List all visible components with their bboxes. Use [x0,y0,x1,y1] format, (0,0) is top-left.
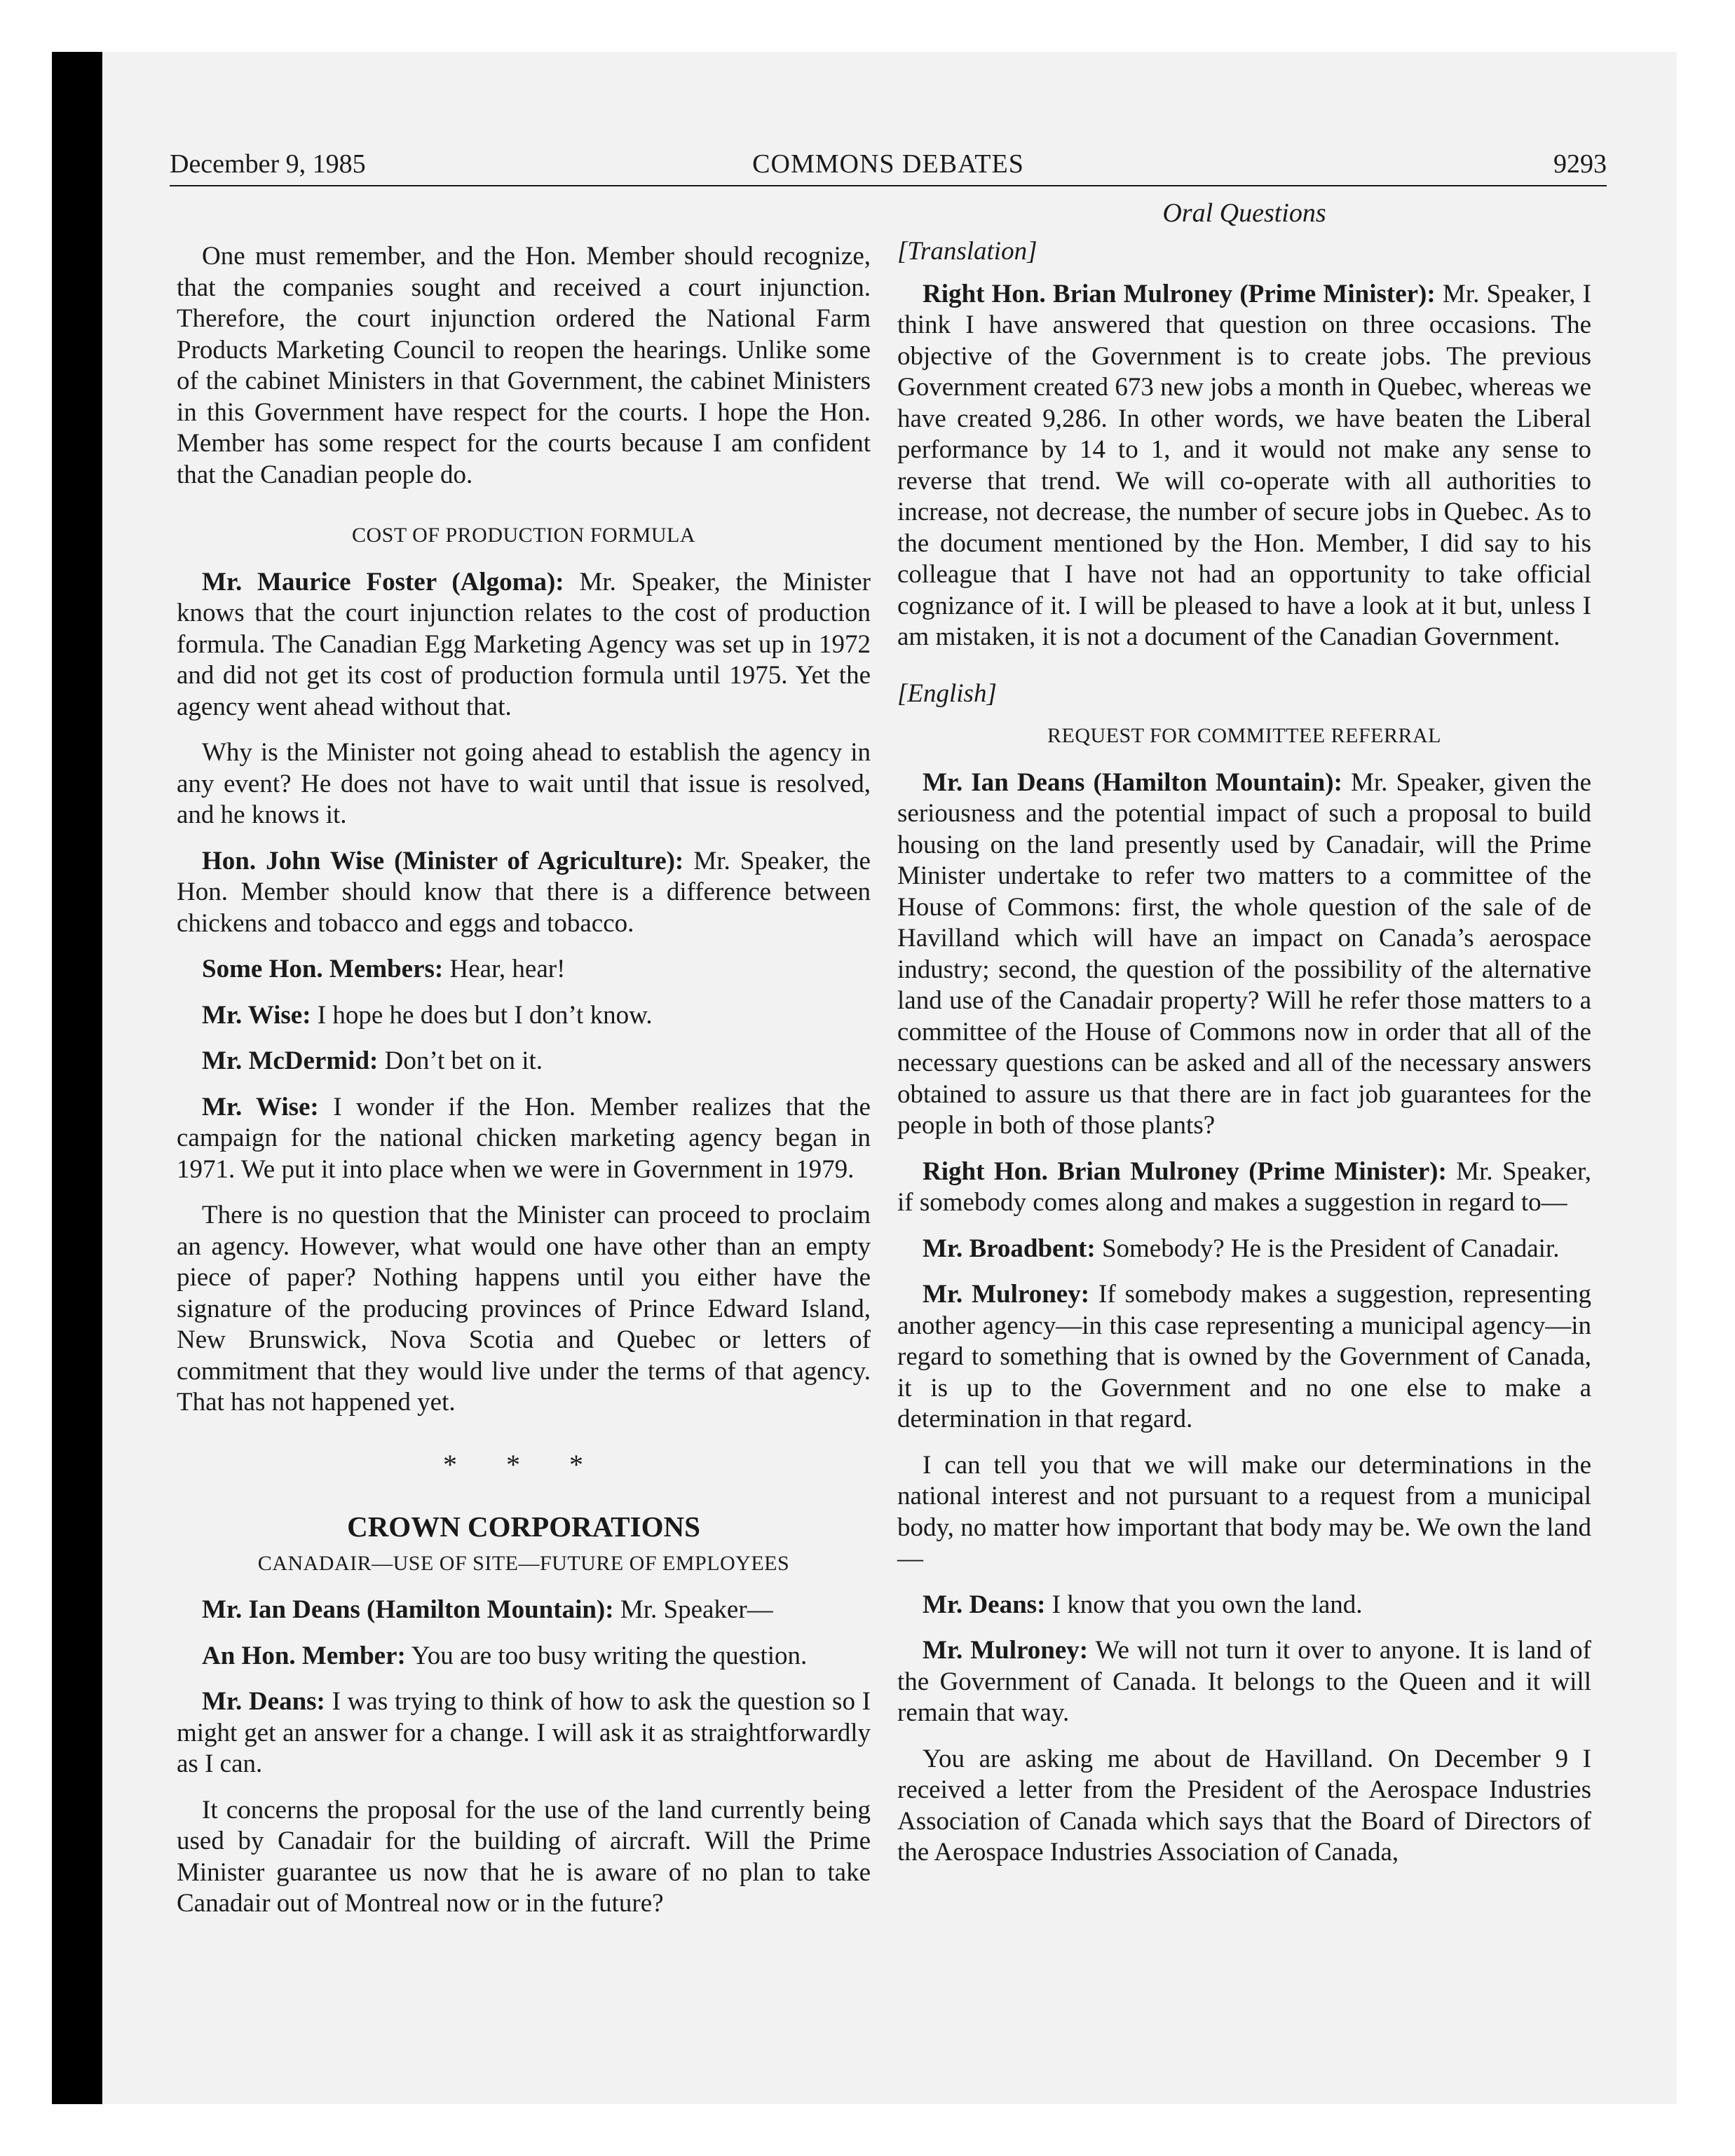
speech-wise [177,1092,871,1186]
speech-some-members [177,954,871,985]
speech-mulroney [897,279,1591,653]
speech-wise [177,846,871,940]
speaker-name: Mr. Broadbent: [923,1234,1096,1263]
speech-text: Somebody? He is the President of Canadair. [1095,1234,1560,1263]
speaker-name: Mr. Deans: [923,1590,1046,1619]
speech-text: Mr. Speaker, the Hon. Member should know that there is a difference between chickens and tobacco and eggs and tobacco. [177,846,871,938]
speaker-name: Mr. Mulroney: [923,1636,1089,1665]
speaker-name: Mr. Wise: [202,1092,319,1121]
section-label: Oral Questions [1162,198,1326,228]
speech-mulroney [897,1635,1591,1729]
speech-text: I know that you own the land. [1045,1590,1363,1619]
speaker-name: Some Hon. Members: [202,955,444,983]
speech-text: Mr. Speaker— [613,1595,773,1624]
paragraph: There is no question that the Minister can proceed to proclaim an agency. However, what would one have other than an empty piece of paper? Nothing happens until you either have the signature of the producing provinces of Prince Edward Island, New Brunswick, Nova Scotia and Quebec or letters of commitment that they would live under the terms of that agency. That has not happened yet. [177,1201,871,1417]
speaker-name: Right Hon. Brian Mulroney (Prime Minister): [923,1157,1447,1186]
language-note-translation: [Translation] [897,237,1037,266]
speech-deans [897,767,1591,1142]
heading-crown-corporations: CROWN CORPORATIONS [347,1510,700,1543]
speaker-name: Mr. Wise: [202,1000,311,1030]
speech-text: If somebody makes a suggestion, representing another agency—in this case representing a municipal agency—in regard to something that is owned by the Government of Canada, it is up to the Government and no one else to make a determination in that regard. [897,1280,1591,1433]
speaker-name: Mr. Ian Deans (Hamilton Mountain): [923,767,1342,797]
speech-hon-member [177,1641,871,1672]
speech-wise [177,1000,871,1032]
speech-mulroney [897,1157,1591,1219]
subheading-cost-of-production: COST OF PRODUCTION FORMULA [351,524,696,547]
speech-text: Mr. Speaker, if somebody comes along and makes a suggestion in regard to— [897,1157,1591,1217]
paragraph: Why is the Minister not going ahead to establish the agency in any event? He does not have to wait until that issue is resolved, and he knows it. [177,738,871,829]
speech-text: Mr. Speaker, I think I have answered that question on three occasions. The objective of the Government is to create jobs. The previous Government created 673 new jobs a month in Quebec, whereas we have created 9,286. In other words, we have beaten the Liberal performance by 14 to 1, and it would not make any sense to reverse that trend. We will co-operate with all authorities to increase, not decrease, the number of secure jobs in Quebec. As to the document mentioned by the Hon. Member, I did say to his colleague that I have not had an opportunity to take official cognizance of it. I will be pleased to have a look at it but, unless I am mistaken, it is not a document of the Canadian Government. [897,279,1591,651]
speaker-name: Mr. McDermid: [202,1046,379,1075]
right-column [897,236,1591,1883]
paragraph: One must remember, and the Hon. Member should recognize, that the companies sought and received a court injunction. Therefore, the court injunction ordered the National Farm Products Marketing Council to reopen the hearings. Unlike some of the cabinet Ministers in that Government, the cabinet Ministers in this Government have respect for the courts. I hope the Hon. Member has some respect for the courts because I am confident that the Canadian people do. [177,242,871,489]
speech-foster [177,567,871,723]
paragraph: You are asking me about de Havilland. On December 9 I received a letter from the President of the Aerospace Industries Association of Canada which says that the Board of Directors of the Aerospace Industries Association of Canada, [897,1744,1591,1867]
section-separator: * * * [443,1448,604,1480]
speech-text: I hope he does but I don’t know. [311,1000,653,1030]
speaker-name: Mr. Deans: [202,1687,325,1716]
page-number: 9293 [1553,149,1607,179]
speaker-name: Mr. Mulroney: [923,1280,1090,1309]
subheading-committee-referral: REQUEST FOR COMMITTEE REFERRAL [1047,724,1441,747]
speech-deans [177,1686,871,1780]
speech-text: Mr. Speaker, given the seriousness and the potential impact of such a proposal to build housing on the land presently used by Canadair, will the Prime Minister undertake to refer two matters to a committee of the House of Commons: first, the whole question of the sale of de Havilland which will have an impact on Canada’s aerospace industry; second, the question of the possibility of the alternative land use of the Canadair property? Will he refer those matters to a committee of the House of Commons now in order that all of the necessary questions can be asked and all of the necessary answers obtained to assure us that there are in fact job guarantees for the people in both of those plants? [897,767,1591,1140]
paragraph: I can tell you that we will make our determinations in the national interest and not pursuant to a request from a municipal body, no matter how important that body may be. We own the land— [897,1450,1591,1573]
speech-broadbent [897,1234,1591,1265]
speech-text: We will not turn it over to anyone. It is land of the Government of Canada. It belongs to the Queen and it will remain that way. [897,1636,1591,1727]
speech-text: Hear, hear! [443,955,566,983]
speech-text: Don’t bet on it. [378,1046,543,1075]
speaker-name: Hon. John Wise (Minister of Agriculture): [202,846,684,875]
speech-text: I wonder if the Hon. Member realizes that the campaign for the national chicken marketing agency began in 1971. We put it into place when we were in Government in 1979. [177,1092,871,1184]
speech-mulroney [897,1279,1591,1435]
left-column [177,241,871,1935]
subheading-canadair: CANADAIR—USE OF SITE—FUTURE OF EMPLOYEES [257,1551,790,1575]
speaker-name: Right Hon. Brian Mulroney (Prime Minister): [923,279,1436,308]
speech-text: I was trying to think of how to ask the question so I might get an answer for a change. I will ask it as straightforwardly as I can. [177,1687,871,1778]
speech-deans [897,1590,1591,1621]
speech-text: Mr. Speaker, the Minister knows that the court injunction relates to the cost of production formula. The Canadian Egg Marketing Agency was set up in 1972 and did not get its cost of production formula until 1975. Yet the agency went ahead without that. [177,567,871,721]
speech-deans [177,1595,871,1626]
speaker-name: Mr. Ian Deans (Hamilton Mountain): [202,1595,614,1624]
header-date: December 9, 1985 [170,149,366,179]
scan-binding-edge [52,52,102,2104]
running-header [170,146,1607,186]
paragraph: It concerns the proposal for the use of the land currently being used by Canadair for the building of aircraft. Will the Prime Minister guarantee us now that he is aware of no plan to take Canadair out of Montreal now or in the future? [177,1795,871,1918]
speaker-name: Mr. Maurice Foster (Algoma): [202,567,564,596]
speech-mcdermid [177,1046,871,1077]
speaker-name: An Hon. Member: [202,1641,406,1670]
language-note-english: [English] [897,678,997,708]
header-title: COMMONS DEBATES [752,149,1024,179]
speech-text: You are too busy writing the question. [405,1641,808,1670]
